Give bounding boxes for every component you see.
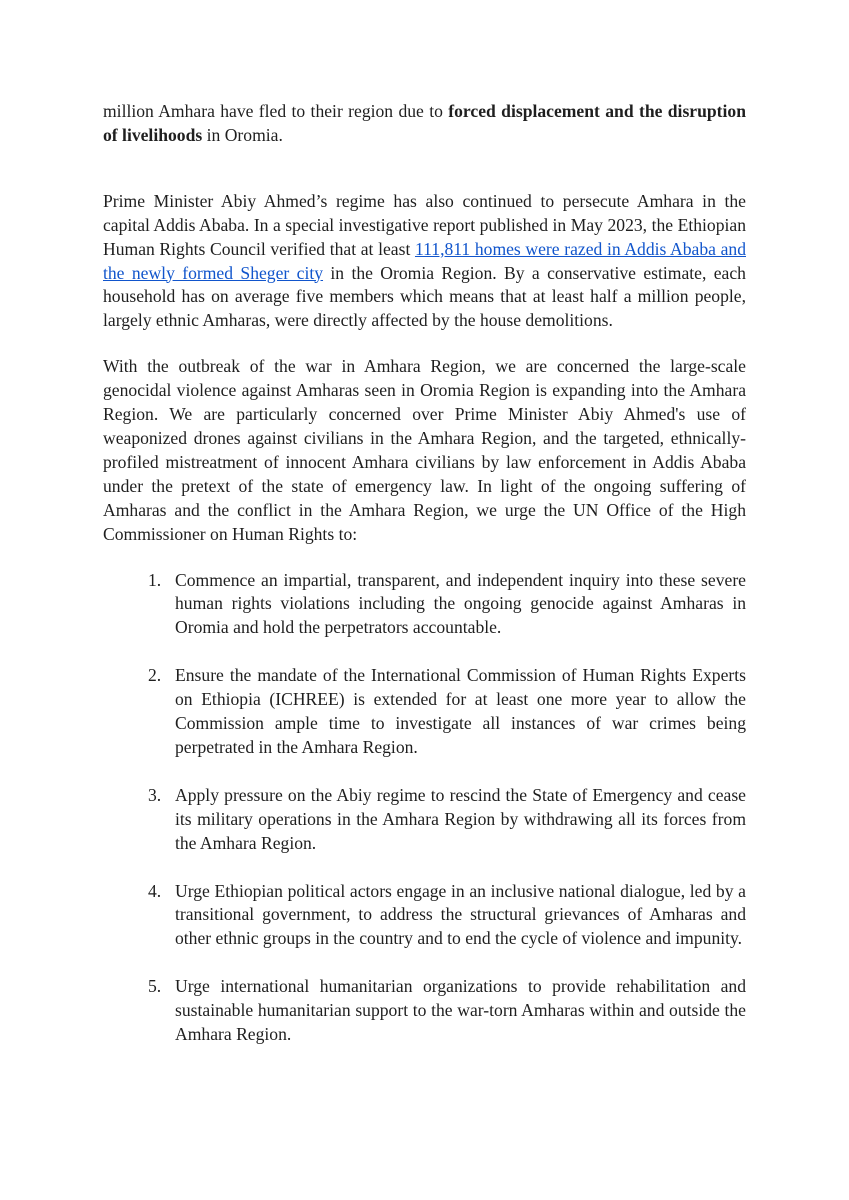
paragraph-displacement-text-start: million Amhara have fled to their region due to <box>103 101 449 121</box>
demands-list <box>103 569 746 1048</box>
list-item <box>148 975 746 1047</box>
paragraph-war-outbreak: With the outbreak of the war in Amhara Region, we are concerned the large-scale genocidal violence against Amharas seen in Oromia Region is expanding into the Amhara Region. We are particularly concerned over Prime Minister Abiy Ahmed's use of weaponized drones against civilians in the Amhara Region, and the targeted, ethnically-profiled mistreatment of innocent Amhara civilians by law enforcement in Addis Ababa under the pretext of the state of emergency law. In light of the ongoing suffering of Amharas and the conflict in the Amhara Region, we urge the UN Office of the High Commissioner on Human Rights to: <box>103 356 746 544</box>
list-item-text: Urge Ethiopian political actors engage in an inclusive national dialogue, led by a transitional government, to address the structural grievances of Amharas and other ethnic groups in the country and to end the cycle of violence and impunity. <box>175 880 746 949</box>
list-item <box>148 784 746 856</box>
list-item <box>148 569 746 641</box>
paragraph-displacement <box>103 100 746 148</box>
paragraph-addis-ababa-text-start: Prime Minister Abiy Ahmed’s regime has also continued to persecute Amhara in the capital Addis Ababa. In a special investigative report published in May 2023, the Ethiopian Human Rights Council verified that at least <box>103 190 746 259</box>
list-item-text: Apply pressure on the Abiy regime to rescind the State of Emergency and cease its military operations in the Amhara Region by withdrawing all its forces from the Amhara Region. <box>175 784 746 853</box>
document-page <box>103 100 746 1071</box>
list-item-number: 3. <box>148 784 162 805</box>
list-item-number: 2. <box>148 665 162 686</box>
list-item-number: 4. <box>148 880 162 901</box>
paragraph-addis-ababa-text-end: in the Oromia Region. By a conservative estimate, each household has on average five members which means that at least half a million people, largely ethnic Amharas, were directly affected by the house demolitions. <box>103 262 746 331</box>
list-item-text: Commence an impartial, transparent, and independent inquiry into these severe human rights violations including the ongoing genocide against Amharas in Oromia and hold the perpetrators accountable. <box>175 569 746 638</box>
emphasis-forced-displacement: forced displacement and the disruption of livelihoods <box>103 101 747 145</box>
list-item-number: 1. <box>148 569 162 590</box>
list-item-text: Ensure the mandate of the International Commission of Human Rights Experts on Ethiopia (ICHREE) is extended for at least one more year to allow the Commission ample time to investigate all instances of war crimes being perpetrated in the Amhara Region. <box>175 665 746 757</box>
list-item <box>148 664 746 760</box>
report-link[interactable]: 111,811 homes were razed in Addis Ababa and the newly formed Sheger city <box>103 238 746 283</box>
paragraph-displacement-text-end: in Oromia. <box>202 124 283 145</box>
paragraph-addis-ababa <box>103 190 746 333</box>
list-item-number: 5. <box>148 976 162 997</box>
list-item-text: Urge international humanitarian organizations to provide rehabilitation and sustainable humanitarian support to the war-torn Amharas within and outside the Amhara Region. <box>175 976 746 1045</box>
list-item <box>148 880 746 952</box>
